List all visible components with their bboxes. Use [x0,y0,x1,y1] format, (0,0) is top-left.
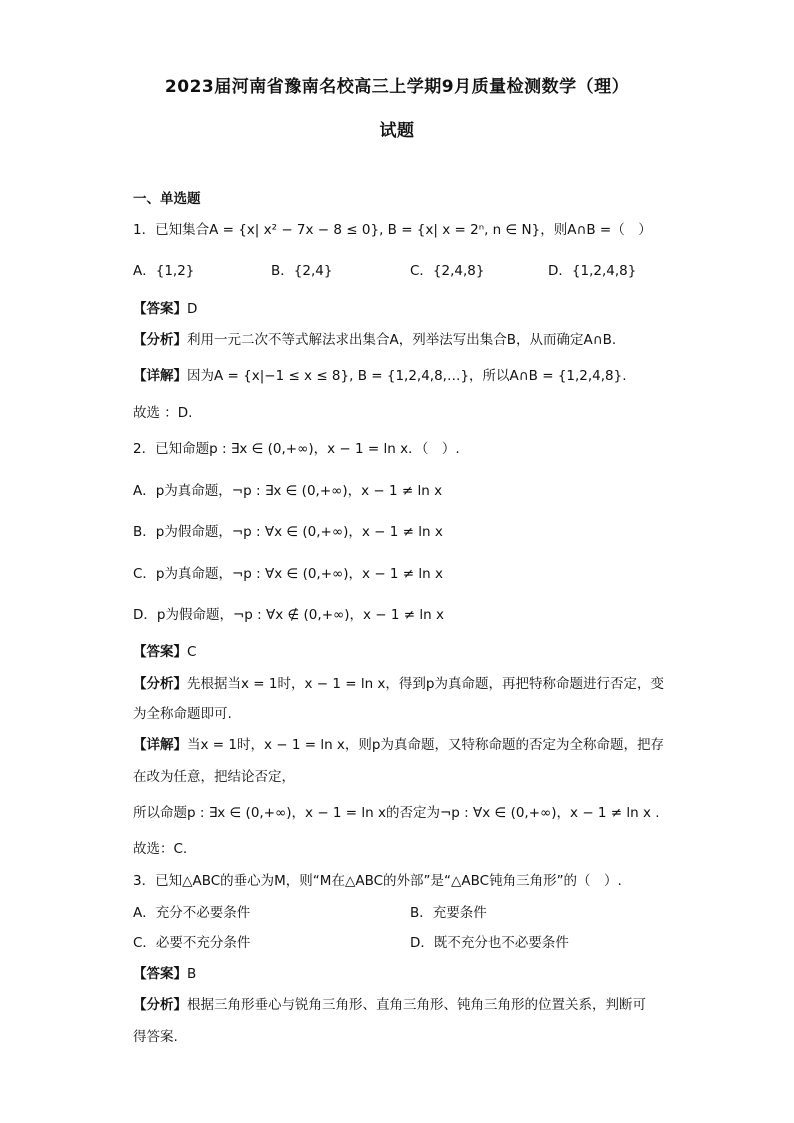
q1-analysis [133,328,616,348]
q2-conclusion: 故选：C. [133,841,188,857]
q3-option-a: A．充分不必要条件 [133,905,251,921]
q3-stem: 3．已知△ABC的垂心为M，则“M在△ABC的外部”是“△ABC钝角三角形”的（ ）. [133,873,622,889]
q1-analysis-text: 利用一元二次不等式解法求出集合A，列举法写出集合B，从而确定A∩B. [187,332,617,348]
q1-detail-text: 因为A = {x|−1 ≤ x ≤ 8}, B = {1,2,4,8,…}，所以A∩B = {1,2,4,8}. [187,368,627,384]
q1-answer-value: D [187,301,198,317]
q2-detail-line3: 所以命题p : ∃x ∈ (0,+∞)，x − 1 = ln x的否定为¬p : ∀x ∈ (0,+∞)，x − 1 ≠ ln x . [133,805,660,821]
q2-analysis-tag: 【分析】 [133,676,187,692]
q1-option-b: B．{2,4} [271,263,333,279]
q1-detail-tag: 【详解】 [133,368,187,384]
q3-option-b: B．充要条件 [410,905,487,921]
q3-analysis-line1 [133,993,646,1013]
q1-option-d: D．{1,2,4,8} [548,263,637,279]
q3-answer-value: B [187,966,197,982]
q1-detail [133,364,627,384]
q1-answer [133,297,197,317]
q3-analysis-line2: 得答案. [133,1029,178,1045]
q1-option-c: C．{2,4,8} [410,263,485,279]
q2-answer [133,640,196,660]
q1-stem: 1．已知集合A = {x| x² − 7x − 8 ≤ 0}, B = {x| x = 2ⁿ, n ∈ N}，则A∩B =（ ） [133,222,652,238]
q2-analysis-line1 [133,672,664,692]
q3-answer [133,962,196,982]
q2-analysis-line2: 为全称命题即可. [133,706,232,722]
q2-option-a: A．p为真命题，¬p : ∃x ∈ (0,+∞)，x − 1 ≠ ln x [133,483,443,499]
q1-conclusion: 故选 ：D. [133,405,193,421]
q2-answer-tag: 【答案】 [133,644,187,660]
q2-detail-text-1: 当x = 1时，x − 1 = ln x，则p为真命题，又特称命题的否定为全称命题，把存 [187,737,664,753]
q2-detail-tag: 【详解】 [133,737,187,753]
q3-answer-tag: 【答案】 [133,966,187,982]
q3-analysis-text-1: 根据三角形垂心与锐角三角形、直角三角形、钝角三角形的位置关系，判断可 [187,997,646,1013]
q3-analysis-tag: 【分析】 [133,997,187,1013]
section-heading: 一、单选题 [133,191,201,207]
q3-option-c: C．必要不充分条件 [133,935,251,951]
q1-option-a: A．{1,2} [133,263,195,279]
q2-option-b: B．p为假命题，¬p : ∀x ∈ (0,+∞)，x − 1 ≠ ln x [133,524,443,540]
q1-answer-tag: 【答案】 [133,301,187,317]
q2-answer-value: C [187,644,197,660]
q2-stem: 2．已知命题p : ∃x ∈ (0,+∞)，x − 1 = ln x．（ ）. [133,441,460,457]
q2-detail-line2: 在改为任意，把结论否定， [133,769,295,785]
q2-analysis-text-1: 先根据当x = 1时，x − 1 = ln x，得到p为真命题，再把特称命题进行否定，变 [187,676,664,692]
q2-detail-line1 [133,733,664,753]
document-title-line1: 2023届河南省豫南名校高三上学期9月质量检测数学（理） [164,77,630,97]
q3-option-d: D．既不充分也不必要条件 [410,935,569,951]
document-title-line2: 试题 [379,121,415,141]
q2-option-c: C．p为真命题，¬p : ∀x ∈ (0,+∞)，x − 1 ≠ ln x [133,566,443,582]
q1-analysis-tag: 【分析】 [133,332,187,348]
q2-option-d: D．p为假命题，¬p : ∀x ∉ (0,+∞)，x − 1 ≠ ln x [133,607,444,623]
